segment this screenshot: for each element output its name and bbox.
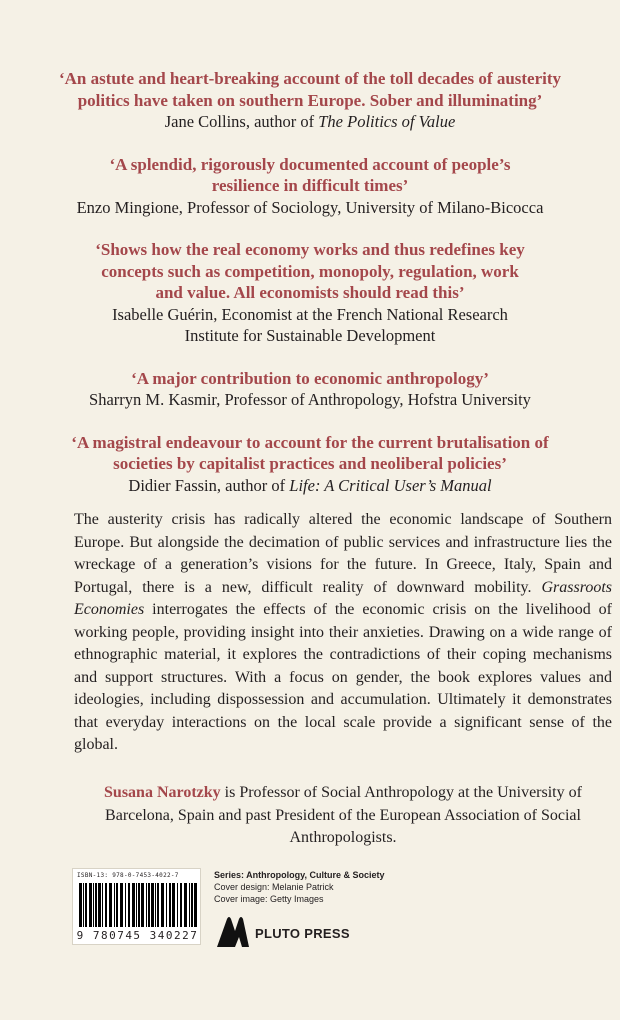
barcode-bar bbox=[161, 883, 164, 927]
barcode-bar bbox=[146, 883, 147, 927]
barcode-bar bbox=[169, 883, 171, 927]
endorsements bbox=[40, 68, 580, 517]
barcode-bar bbox=[166, 883, 167, 927]
barcode-bar bbox=[128, 883, 130, 927]
quote-line: ‘Shows how the real economy works and thus redefines key bbox=[95, 240, 525, 259]
endorsement-fassin bbox=[40, 432, 580, 497]
isbn-label: ISBN-13: 978-0-7453-4022-7 bbox=[77, 872, 179, 879]
barcode-bar bbox=[172, 883, 175, 927]
barcode-bar bbox=[194, 883, 197, 927]
description-text: interrogates the effects of the economic crisis on the livelihood of working people, providing insight into their anxieties. Drawing on a wide range of ethnographic material, it explores the contradictions of their coping mechanisms and support structures. With a focus on gender, the book explores values and ideologies, including dispossession and accumulation. Ultimately it demonstrates that everyday interactions on the local scale provide a significant sense of the global. bbox=[74, 601, 612, 753]
quote-line: ‘A major contribution to economic anthropology’ bbox=[131, 368, 489, 388]
barcode-bar bbox=[177, 883, 178, 927]
barcode-digits: 9 780745 340227 bbox=[76, 929, 199, 942]
barcode-bar bbox=[116, 883, 118, 927]
barcode-bar bbox=[120, 883, 123, 927]
quote-line: and value. All economists should read this’ bbox=[155, 283, 465, 302]
publisher-imprint bbox=[215, 913, 375, 953]
barcode-bar bbox=[125, 883, 126, 927]
barcode-bar bbox=[79, 883, 82, 927]
barcode-bar bbox=[114, 883, 115, 927]
endorsement-collins bbox=[40, 68, 580, 133]
cover-image-credit: Cover image: Getty Images bbox=[214, 894, 324, 904]
barcode-bar bbox=[180, 883, 182, 927]
barcode-bar bbox=[83, 883, 84, 927]
barcode-bar bbox=[151, 883, 154, 927]
barcode-bar bbox=[138, 883, 140, 927]
series-name: Series: Anthropology, Culture & Society bbox=[214, 870, 385, 880]
barcode-bar bbox=[93, 883, 94, 927]
quote-line: societies by capitalist practices and neoliberal policies’ bbox=[113, 454, 507, 473]
attribution: Sharryn M. Kasmir, Professor of Anthropology, Hofstra University bbox=[89, 390, 531, 409]
attribution: Enzo Mingione, Professor of Sociology, University of Milano-Bicocca bbox=[76, 197, 544, 217]
endorsement-kasmir bbox=[40, 368, 580, 411]
attribution bbox=[40, 111, 580, 133]
cover-credits bbox=[214, 869, 385, 905]
barcode-bar bbox=[95, 883, 97, 927]
barcode-bar bbox=[189, 883, 190, 927]
quote-line: ‘An astute and heart-breaking account of the toll decades of austerity bbox=[58, 69, 562, 88]
barcode-bar bbox=[98, 883, 101, 927]
author-bio-text: is Professor of Social Anthropology at the University of Barcelona, Spain and past President of the European Association of Social Anthropologists. bbox=[105, 784, 582, 846]
author-name: Susana Narotzky bbox=[104, 784, 221, 801]
author-bio bbox=[74, 782, 612, 850]
barcode-bar bbox=[85, 883, 87, 927]
quote-line: ‘A splendid, rigorously documented account of people’s bbox=[109, 154, 511, 174]
description-text: The austerity crisis has radically altered the economic landscape of Southern Europe. But alongside the decimation of public services and infrastructure lies the wreckage of a generation’s visions for the future. In Greece, Italy, Spain and Portugal, there is a new, difficult reality of downward mobility. bbox=[74, 511, 612, 596]
barcode-bar bbox=[141, 883, 144, 927]
barcode-bar bbox=[157, 883, 159, 927]
barcode-bar bbox=[89, 883, 92, 927]
attribution-text: Didier Fassin, author of bbox=[128, 475, 290, 495]
attribution-book-title: Life: A Critical User’s Manual bbox=[289, 475, 492, 495]
barcode-bar bbox=[155, 883, 156, 927]
quote-line: resilience in difficult times’ bbox=[211, 176, 409, 195]
pluto-press-logo-icon bbox=[215, 913, 251, 949]
barcode-bar bbox=[191, 883, 193, 927]
endorsement-guerin bbox=[40, 239, 580, 347]
cover-design-credit: Cover design: Melanie Patrick bbox=[214, 882, 334, 892]
attribution-text: Jane Collins, author of bbox=[164, 112, 319, 131]
barcode-bar bbox=[132, 883, 135, 927]
barcode-bar bbox=[148, 883, 150, 927]
attribution: Isabelle Guérin, Economist at the French National Research bbox=[112, 304, 508, 324]
attribution: Institute for Sustainable Development bbox=[184, 326, 436, 345]
endorsement-mingione bbox=[40, 154, 580, 219]
barcode-bar bbox=[109, 883, 112, 927]
isbn-barcode bbox=[72, 868, 201, 945]
barcode-bar bbox=[184, 883, 187, 927]
attribution-book-title: The Politics of Value bbox=[318, 112, 456, 131]
quote-line: politics have taken on southern Europe. Sober and illuminating’ bbox=[77, 90, 543, 110]
barcode-bars bbox=[77, 883, 198, 927]
barcode-bar bbox=[102, 883, 103, 927]
publisher-name: PLUTO PRESS bbox=[255, 926, 350, 941]
quote-line: concepts such as competition, monopoly, regulation, work bbox=[101, 261, 519, 281]
barcode-bar bbox=[105, 883, 107, 927]
attribution bbox=[40, 475, 580, 497]
barcode-bar bbox=[136, 883, 137, 927]
quote-line: ‘A magistral endeavour to account for the current brutalisation of bbox=[71, 432, 549, 452]
book-title: Grassroots Economies bbox=[74, 578, 612, 618]
book-description bbox=[74, 509, 612, 757]
